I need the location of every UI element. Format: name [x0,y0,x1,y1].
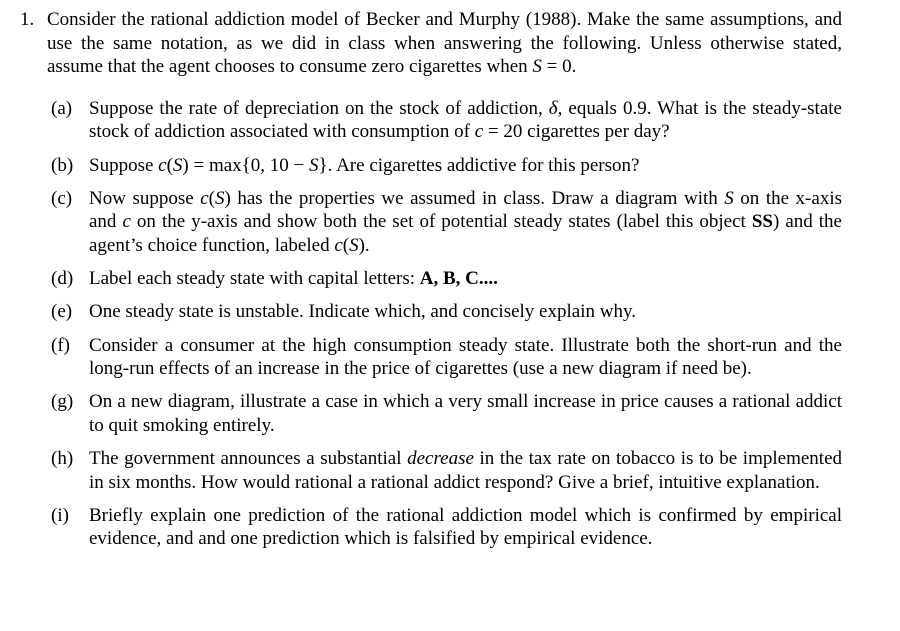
part-h: (h) The government announces a substantial decrease in the tax rate on tobacco is to be implemented in six months. How would rational a rational addict respond? Give a brief, intuitive explanation. [51,448,842,493]
part-label: (d) [51,268,74,290]
part-label: (a) [51,97,73,119]
question-parts-list [20,97,842,551]
part-label: (h) [51,448,74,470]
part-c: (c) Now suppose c(S) has the properties we assumed in class. Draw a diagram with S on the x-axis and c on the y-axis and show both the set of potential steady states (label this object SS) and the agent’s choice function, labeled c(S). [51,187,842,256]
part-label: (c) [51,187,73,209]
part-label: (f) [51,334,70,356]
question-1 [20,8,842,561]
question-intro: 1. Consider the rational addiction model of Becker and Murphy (1988). Make the same assumptions, and use the same notation, as we did in class when answering the following. Unless otherwise stated, assume that the agent chooses to consume zero cigarettes when S = 0. [20,9,842,78]
part-label: (e) [51,301,73,323]
question-number: 1. [20,9,35,30]
part-d: (d) Label each steady state with capital letters: A, B, C.... [51,268,498,290]
part-f: (f) Consider a consumer at the high consumption steady state. Illustrate both the short-run and the long-run effects of an increase in the price of cigarettes (use a new diagram if need be). [51,334,842,380]
part-label: (g) [51,391,74,413]
part-label: (b) [51,154,74,176]
part-e: (e) One steady state is unstable. Indicate which, and concisely explain why. [51,301,636,323]
part-g: (g) On a new diagram, illustrate a case in which a very small increase in price causes a rational addict to quit smoking entirely. [51,391,842,436]
part-i: (i) Briefly explain one prediction of the rational addiction model which is confirmed by empirical evidence, and and one prediction which is falsified by empirical evidence. [51,504,842,550]
part-b: (b) Suppose c(S) = max{0, 10 − S}. Are cigarettes addictive for this person? [51,154,640,176]
part-label: (i) [51,504,69,526]
part-a: (a) Suppose the rate of depreciation on the stock of addiction, δ, equals 0.9. What is the steady-state stock of addiction associated with consumption of c = 20 cigarettes per day? [51,97,842,143]
